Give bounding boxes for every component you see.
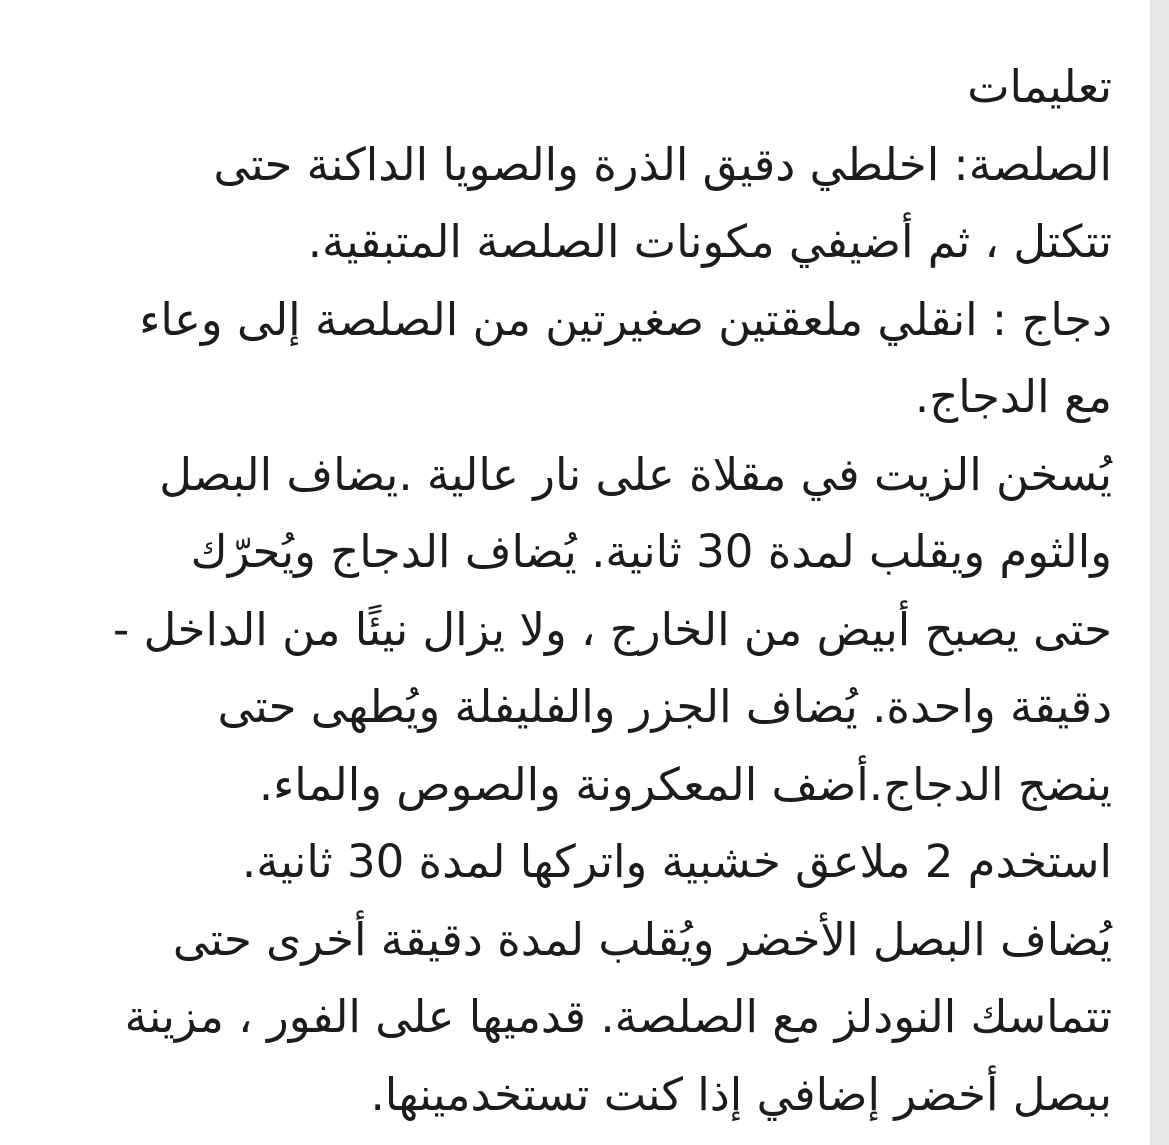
text-line: يُضاف البصل الأخضر ويُقلب لمدة دقيقة أخرى حتى [172, 912, 1112, 966]
text-line: تتماسك النودلز مع الصلصة. قدميها على الفور ، مزينة [124, 990, 1112, 1043]
instructions-text [40, 48, 1112, 1133]
scrollbar-track[interactable] [1150, 0, 1169, 1145]
text-line: ينضج الدجاج.أضف المعكرونة والصوص والماء. [258, 757, 1112, 811]
text-line: الصلصة: اخلطي دقيق الذرة والصويا الداكنة حتى [213, 137, 1112, 191]
text-line: دجاج : انقلي ملعقتين صغيرتين من الصلصة إلى وعاء [139, 292, 1112, 346]
text-line: يُسخن الزيت في مقلاة على نار عالية .يضاف البصل [159, 447, 1112, 501]
text-line: والثوم ويقلب لمدة 30 ثانية. يُضاف الدجاج ويُحرّك [190, 525, 1112, 578]
text-line: استخدم 2 ملاعق خشبية واتركها لمدة 30 ثانية. [241, 835, 1112, 888]
heading-instructions: تعليمات [967, 60, 1112, 113]
text-line: تتكتل ، ثم أضيفي مكونات الصلصة المتبقية. [307, 215, 1112, 268]
text-line: حتى يصبح أبيض من الخارج ، ولا يزال نيئًا من الداخل - [113, 602, 1112, 656]
text-line: مع الدجاج. [914, 370, 1112, 423]
text-line: دقيقة واحدة. يُضاف الجزر والفليفلة ويُطهى حتى [217, 680, 1112, 733]
text-line: ببصل أخضر إضافي إذا كنت تستخدمينها. [370, 1067, 1112, 1121]
